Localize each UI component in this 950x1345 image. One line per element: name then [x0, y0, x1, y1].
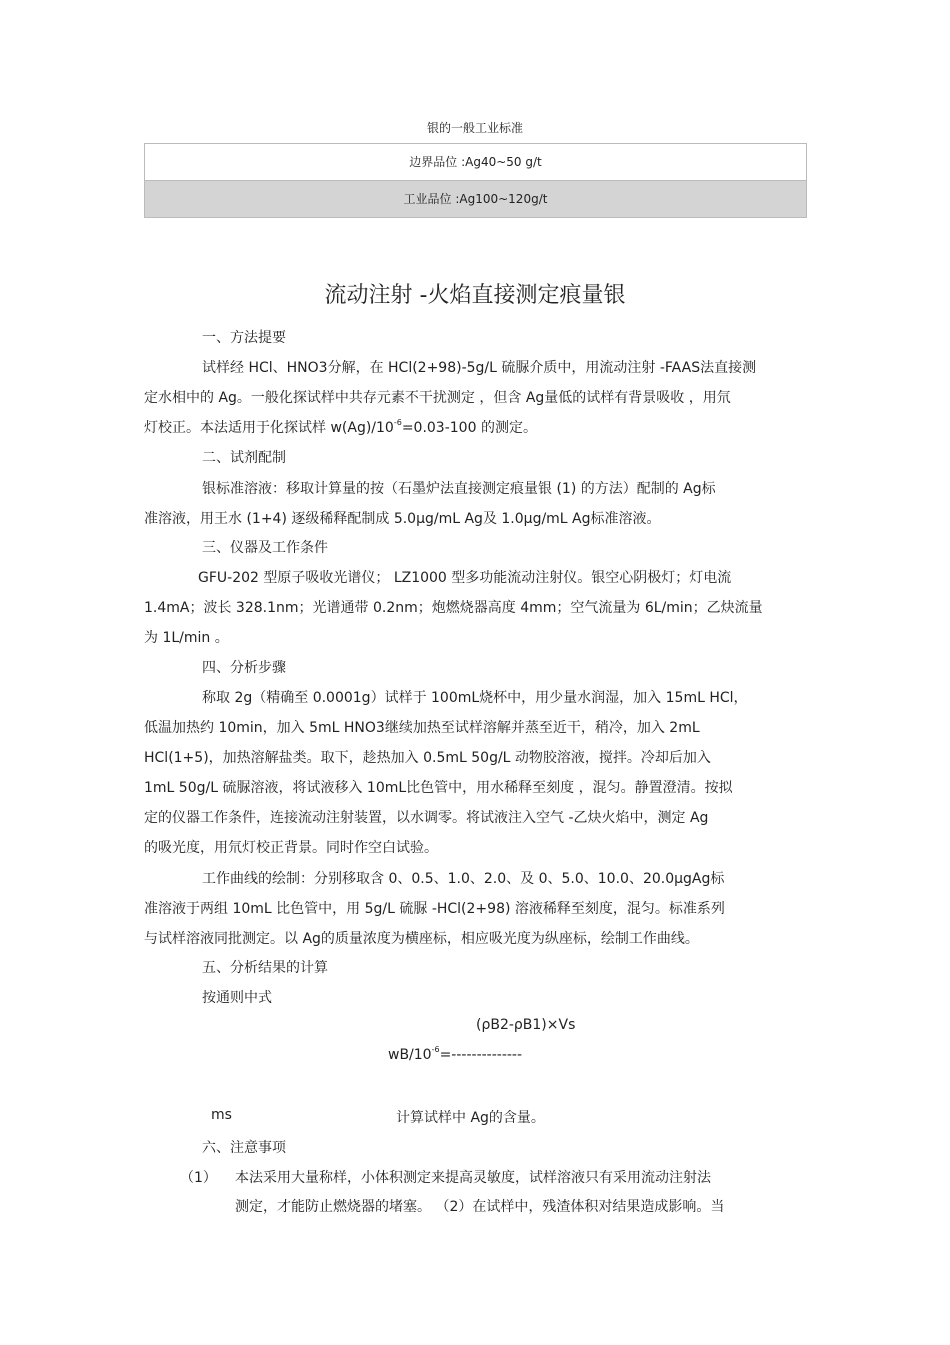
- paragraph-line: 按通则中式: [202, 990, 272, 1006]
- paragraph-line: 定水相中的 Ag。一般化探试样中共存元素不干扰测定 ，但含 Ag量低的试样有背景吸收 ，用氘: [144, 390, 731, 406]
- formula-numerator: (ρB2-ρB1)×Vs: [476, 1017, 576, 1033]
- formula-lhs: $wB/10^{-6}=--------------$: [388, 1045, 523, 1063]
- paragraph-line: 银标准溶液：移取计算量的按（石墨炉法直接测定痕量银 (1) 的方法）配制的 Ag标: [202, 481, 716, 497]
- section-heading: 二、试剂配制: [202, 450, 286, 466]
- table-caption: 银的一般工业标准: [426, 121, 523, 135]
- section-heading: 一、方法提要: [202, 330, 286, 346]
- paragraph-line: 1mL 50g/L 硫脲溶液，将试液移入 10mL比色管中，用水稀释至刻度 ，混匀。静置澄清。按拟: [144, 780, 733, 796]
- table-row: 边界品位 :Ag40~50 g/t: [409, 155, 542, 169]
- paragraph-line: 本法采用大量称样，小体积测定来提高灵敏度，试样溶液只有采用流动注射法: [235, 1170, 711, 1186]
- list-number: （1）: [180, 1170, 217, 1186]
- paragraph-line: 准溶液于两组 10mL 比色管中，用 5g/L 硫脲 -HCl(2+98) 溶液稀释至刻度，混匀。标准系列: [144, 901, 725, 917]
- paragraph-line: 工作曲线的绘制：分别移取含 0、0.5、1.0、2.0、及 0、5.0、10.0、20.0μgAg标: [202, 871, 725, 887]
- paragraph-line: 为 1L/min 。: [144, 630, 229, 646]
- paragraph-line: 计算试样中 Ag的含量。: [396, 1110, 545, 1126]
- paragraph-line: 与试样溶液同批测定。以 Ag的质量浓度为横座标，相应吸光度为纵座标，绘制工作曲线。: [144, 931, 699, 947]
- paragraph-line: 的吸光度，用氘灯校正背景。同时作空白试验。: [144, 840, 438, 856]
- section-heading: 五、分析结果的计算: [202, 960, 328, 976]
- formula-denominator: ms: [211, 1107, 232, 1123]
- section-heading: 六、注意事项: [202, 1140, 286, 1156]
- paragraph-line: 灯校正。本法适用于化探试样 $w(Ag)/10^{-6}=0.03-100$ 的测定。: [144, 418, 537, 436]
- paragraph-line: 试样经 HCl、HNO3分解，在 HCl(2+98)-5g/L 硫脲介质中，用流动注射 -FAAS法直接测: [202, 360, 757, 376]
- standards-table: [144, 143, 807, 218]
- paragraph-line: GFU-202 型原子吸收光谱仪； LZ1000 型多功能流动注射仪。银空心阴极灯；灯电流: [198, 570, 732, 586]
- paragraph-line: 1.4mA；波长 328.1nm；光谱通带 0.2nm；炮燃烧器高度 4mm；空气流量为 6L/min；乙炔流量: [144, 600, 763, 616]
- paragraph-line: 称取 2g（精确至 0.0001g）试样于 100mL烧杯中，用少量水润湿，加入 15mL HCl，: [202, 690, 748, 706]
- paragraph-line: 低温加热约 10min，加入 5mL HNO3继续加热至试样溶解并蒸至近干，稍冷，加入 2mL: [144, 720, 700, 736]
- page-title: 流动注射 -火焰直接测定痕量银: [324, 283, 626, 308]
- paragraph-line: 测定，才能防止燃烧器的堵塞。 （2）在试样中，残渣体积对结果造成影响。当: [235, 1199, 725, 1215]
- paragraph-line: HCl(1+5)，加热溶解盐类。取下，趁热加入 0.5mL 50g/L 动物胶溶液，搅拌。冷却后加入: [144, 750, 711, 766]
- paragraph-line: 定的仪器工作条件，连接流动注射装置，以水调零。将试液注入空气 -乙炔火焰中，测定 Ag: [144, 810, 709, 826]
- table-row: 工业品位 :Ag100~120g/t: [145, 180, 806, 217]
- paragraph-line: 准溶液，用王水 (1+4) 逐级稀释配制成 5.0μg/mL Ag及 1.0μg/mL Ag标准溶液。: [144, 511, 661, 527]
- section-heading: 三、仪器及工作条件: [202, 540, 328, 556]
- section-heading: 四、分析步骤: [202, 660, 286, 676]
